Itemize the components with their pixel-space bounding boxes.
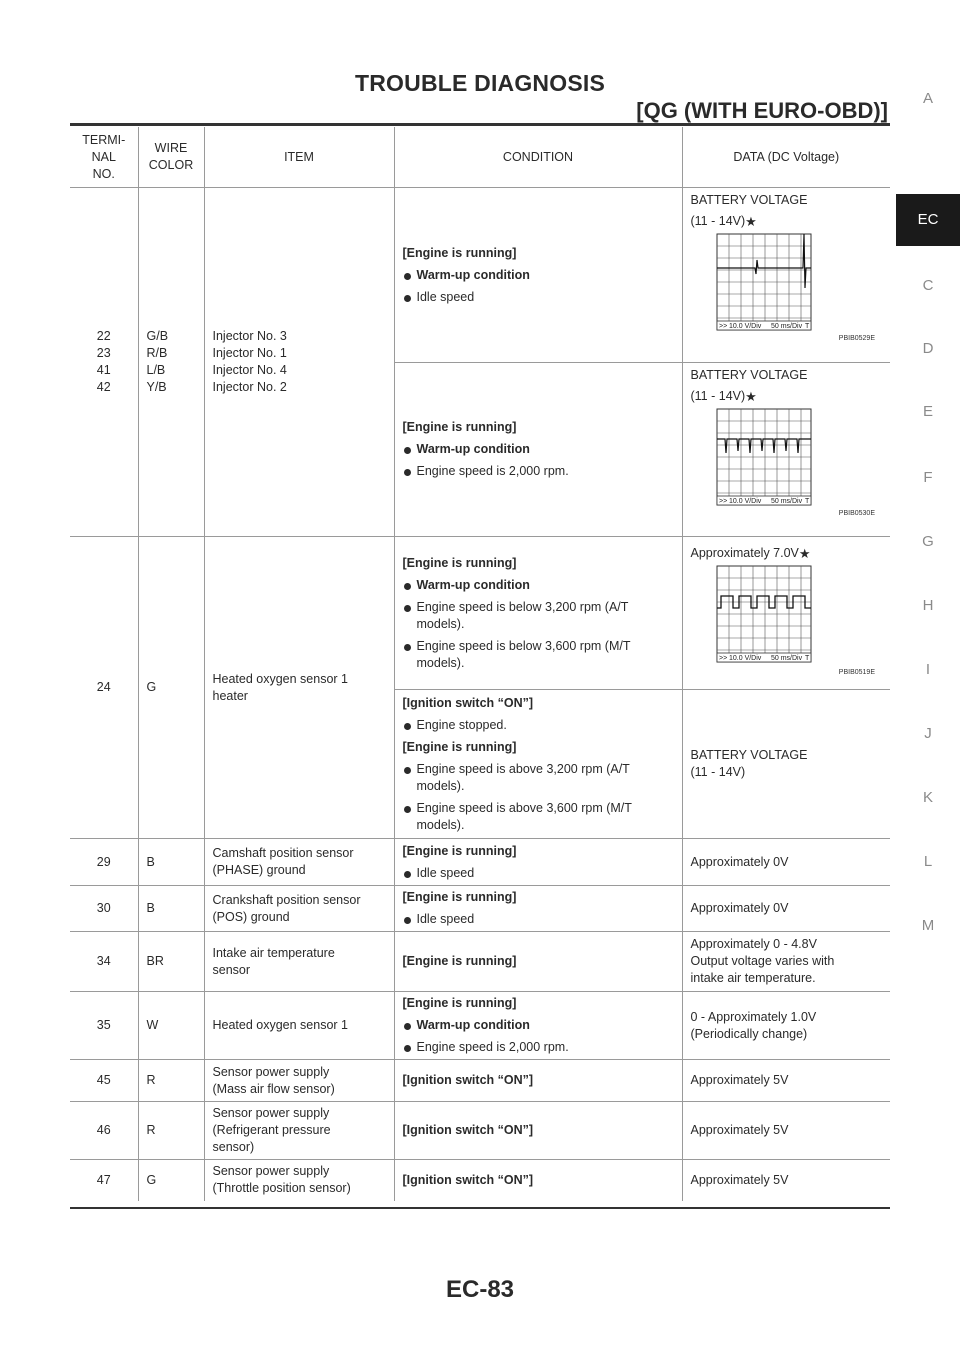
index-tab-j[interactable]: J <box>924 725 932 742</box>
star-icon: ★ <box>745 389 757 404</box>
table-row <box>70 839 890 886</box>
data-cell <box>682 188 890 363</box>
svg-text:T: T <box>804 498 809 505</box>
item-cell: Heated oxygen sensor 1 heater <box>204 537 394 839</box>
svg-text:T: T <box>804 323 809 330</box>
scope-time-label: 50 ms/Div <box>770 323 802 330</box>
star-icon: ★ <box>745 214 757 229</box>
svg-text:>>: >> <box>718 655 727 662</box>
figure-id: PBIB0519E <box>838 669 875 676</box>
condition-bullet: Engine speed is above 3,200 rpm (A/T models). <box>403 761 674 795</box>
condition-bullet: Warm-up condition <box>403 577 674 594</box>
scope-time-label: 50 ms/Div <box>770 498 802 505</box>
oscilloscope-waveform-figure <box>691 562 881 680</box>
index-tab-g[interactable]: G <box>922 533 934 550</box>
condition-heading: [Engine is running] <box>402 739 517 754</box>
condition-bullet: Engine stopped. <box>403 717 674 734</box>
terminal-cell: 47 <box>96 1172 111 1187</box>
index-tab-d[interactable]: D <box>922 340 934 357</box>
terminal-cell: 34 <box>70 932 138 992</box>
condition-bullet: Engine speed is above 3,600 rpm (M/T models). <box>403 800 674 834</box>
data-cell: Approximately 0V <box>682 886 890 932</box>
condition-heading: [Ignition switch “ON”] <box>402 695 534 710</box>
oscilloscope-waveform-figure <box>691 405 881 517</box>
condition-heading: [Engine is running] <box>402 996 517 1010</box>
header-wire-color: WIRE COLOR <box>138 127 204 188</box>
index-tab-l[interactable]: L <box>923 853 933 870</box>
terminal-cell: 22 23 41 42 <box>70 188 138 537</box>
item-cell: Heated oxygen sensor 1 <box>204 992 394 1060</box>
condition-heading: [Ignition switch “ON”] <box>402 1073 534 1087</box>
table-header-row <box>70 127 890 188</box>
item-cell: Crankshaft position sensor (POS) ground <box>204 886 394 932</box>
table-row <box>70 932 890 992</box>
condition-cell <box>394 839 682 886</box>
svg-text:T: T <box>804 655 809 662</box>
wire-color-cell: R <box>138 1060 204 1102</box>
scope-volt-label: 10.0 V/Div <box>728 323 761 330</box>
condition-bullet: Warm-up condition <box>403 1017 674 1034</box>
header-item: ITEM <box>204 127 394 188</box>
condition-cell <box>394 188 682 363</box>
table-row <box>70 1060 890 1102</box>
table-row <box>70 1160 890 1201</box>
svg-text:>>: >> <box>718 323 727 330</box>
condition-cell <box>394 932 682 992</box>
wire-color-cell: G <box>138 537 204 839</box>
wire-color-cell: BR <box>138 932 204 992</box>
data-cell: Approximately 5V <box>682 1060 890 1102</box>
condition-bullet: Warm-up condition <box>403 441 674 458</box>
terminal-cell: 46 <box>70 1102 138 1160</box>
wire-color-cell: B <box>138 839 204 886</box>
index-tab-f[interactable]: F <box>923 469 933 486</box>
header-condition: CONDITION <box>394 127 682 188</box>
item-cell: Camshaft position sensor (PHASE) ground <box>204 839 394 886</box>
data-cell: Approximately 0V <box>682 839 890 886</box>
terminal-cell: 45 <box>70 1060 138 1102</box>
terminal-cell: 35 <box>70 992 138 1060</box>
condition-bullet: Idle speed <box>403 865 674 882</box>
data-range: (11 - 14V)★ <box>690 389 757 404</box>
data-cell <box>682 537 890 690</box>
condition-cell <box>394 690 682 839</box>
terminal-data-table <box>70 127 890 1201</box>
condition-heading: [Ignition switch “ON”] <box>402 1123 534 1137</box>
condition-bullet: Engine speed is below 3,200 rpm (A/T models). <box>403 599 674 633</box>
item-cell: Sensor power supply (Mass air flow sensor) <box>204 1060 394 1102</box>
condition-cell <box>394 537 682 690</box>
data-text: BATTERY VOLTAGE <box>690 193 808 207</box>
page-subtitle: [QG (WITH EURO-OBD)] <box>636 98 888 123</box>
terminal-cell: 30 <box>70 886 138 932</box>
index-tab-e[interactable]: E <box>922 403 933 420</box>
data-cell: BATTERY VOLTAGE (11 - 14V) <box>682 690 890 839</box>
condition-heading: [Engine is running] <box>402 555 517 570</box>
condition-cell <box>394 363 682 537</box>
wire-color-cell: W <box>138 992 204 1060</box>
figure-id: PBIB0530E <box>838 510 875 517</box>
condition-bullet: Warm-up condition <box>403 267 674 284</box>
page-number: EC-83 <box>445 1276 515 1303</box>
svg-text:>>: >> <box>718 498 727 505</box>
figure-id: PBIB0529E <box>838 335 875 342</box>
condition-bullet: Engine speed is 2,000 rpm. <box>403 463 674 480</box>
index-tab-a[interactable]: A <box>922 90 933 107</box>
table-row <box>70 886 890 932</box>
data-range: (11 - 14V)★ <box>690 214 757 229</box>
wire-color-cell: G <box>138 1160 204 1201</box>
table-bottom-rule <box>70 1207 890 1209</box>
oscilloscope-waveform-figure <box>691 230 881 342</box>
index-tab-h[interactable]: H <box>922 597 934 614</box>
table-row <box>70 992 890 1060</box>
terminal-cell: 29 <box>70 839 138 886</box>
header-terminal: TERMI- NAL NO. <box>70 127 138 188</box>
index-tab-ec[interactable]: EC <box>896 194 960 246</box>
data-text: Approximately 7.0V★ <box>690 546 811 561</box>
data-cell: Approximately 5V <box>682 1160 890 1201</box>
condition-cell <box>394 1160 682 1201</box>
wire-color-cell: R <box>138 1102 204 1160</box>
table-row <box>70 188 890 363</box>
data-cell: 0 - Approximately 1.0V (Periodically change) <box>682 992 890 1060</box>
table-row <box>70 537 890 690</box>
star-icon: ★ <box>798 546 811 561</box>
condition-cell <box>394 1102 682 1160</box>
condition-cell <box>394 886 682 932</box>
terminal-cell: 24 <box>70 537 138 839</box>
condition-cell <box>394 992 682 1060</box>
data-cell <box>682 363 890 537</box>
wire-color-cell: B <box>138 886 204 932</box>
condition-heading: [Ignition switch “ON”] <box>402 1172 534 1187</box>
item-cell: Sensor power supply (Throttle position sensor) <box>204 1160 394 1201</box>
condition-heading: [Engine is running] <box>402 420 517 434</box>
condition-heading: [Engine is running] <box>402 245 517 260</box>
condition-bullet: Engine speed is below 3,600 rpm (M/T models). <box>403 638 674 672</box>
table-row <box>70 1102 890 1160</box>
data-cell: Approximately 0 - 4.8V Output voltage varies with intake air temperature. <box>682 932 890 992</box>
index-tab-c[interactable]: C <box>922 277 934 294</box>
header-data: DATA (DC Voltage) <box>682 127 890 188</box>
condition-bullet: Idle speed <box>403 289 674 306</box>
condition-heading: [Engine is running] <box>402 843 517 858</box>
wire-color-cell: G/B R/B L/B Y/B <box>138 188 204 537</box>
condition-bullet: Engine speed is 2,000 rpm. <box>403 1039 674 1056</box>
condition-bullet: Idle speed <box>403 911 674 928</box>
item-cell: Intake air temperature sensor <box>204 932 394 992</box>
index-tab-k[interactable]: K <box>922 789 933 806</box>
index-tab-i[interactable]: I <box>925 661 931 678</box>
item-cell: Sensor power supply (Refrigerant pressure sensor) <box>204 1102 394 1160</box>
scope-volt-label: 10.0 V/Div <box>728 655 761 662</box>
item-cell: Injector No. 3 Injector No. 1 Injector No. 4 Injector No. 2 <box>204 188 394 537</box>
page-title: TROUBLE DIAGNOSIS <box>354 70 606 96</box>
condition-cell <box>394 1060 682 1102</box>
index-tab-m[interactable]: M <box>921 917 935 934</box>
condition-heading: [Engine is running] <box>402 890 517 904</box>
scope-volt-label: 10.0 V/Div <box>728 498 761 505</box>
data-text: BATTERY VOLTAGE <box>690 368 808 382</box>
header-rule <box>70 123 890 126</box>
condition-heading: [Engine is running] <box>402 954 517 968</box>
scope-time-label: 50 ms/Div <box>770 655 802 662</box>
data-cell: Approximately 5V <box>682 1102 890 1160</box>
